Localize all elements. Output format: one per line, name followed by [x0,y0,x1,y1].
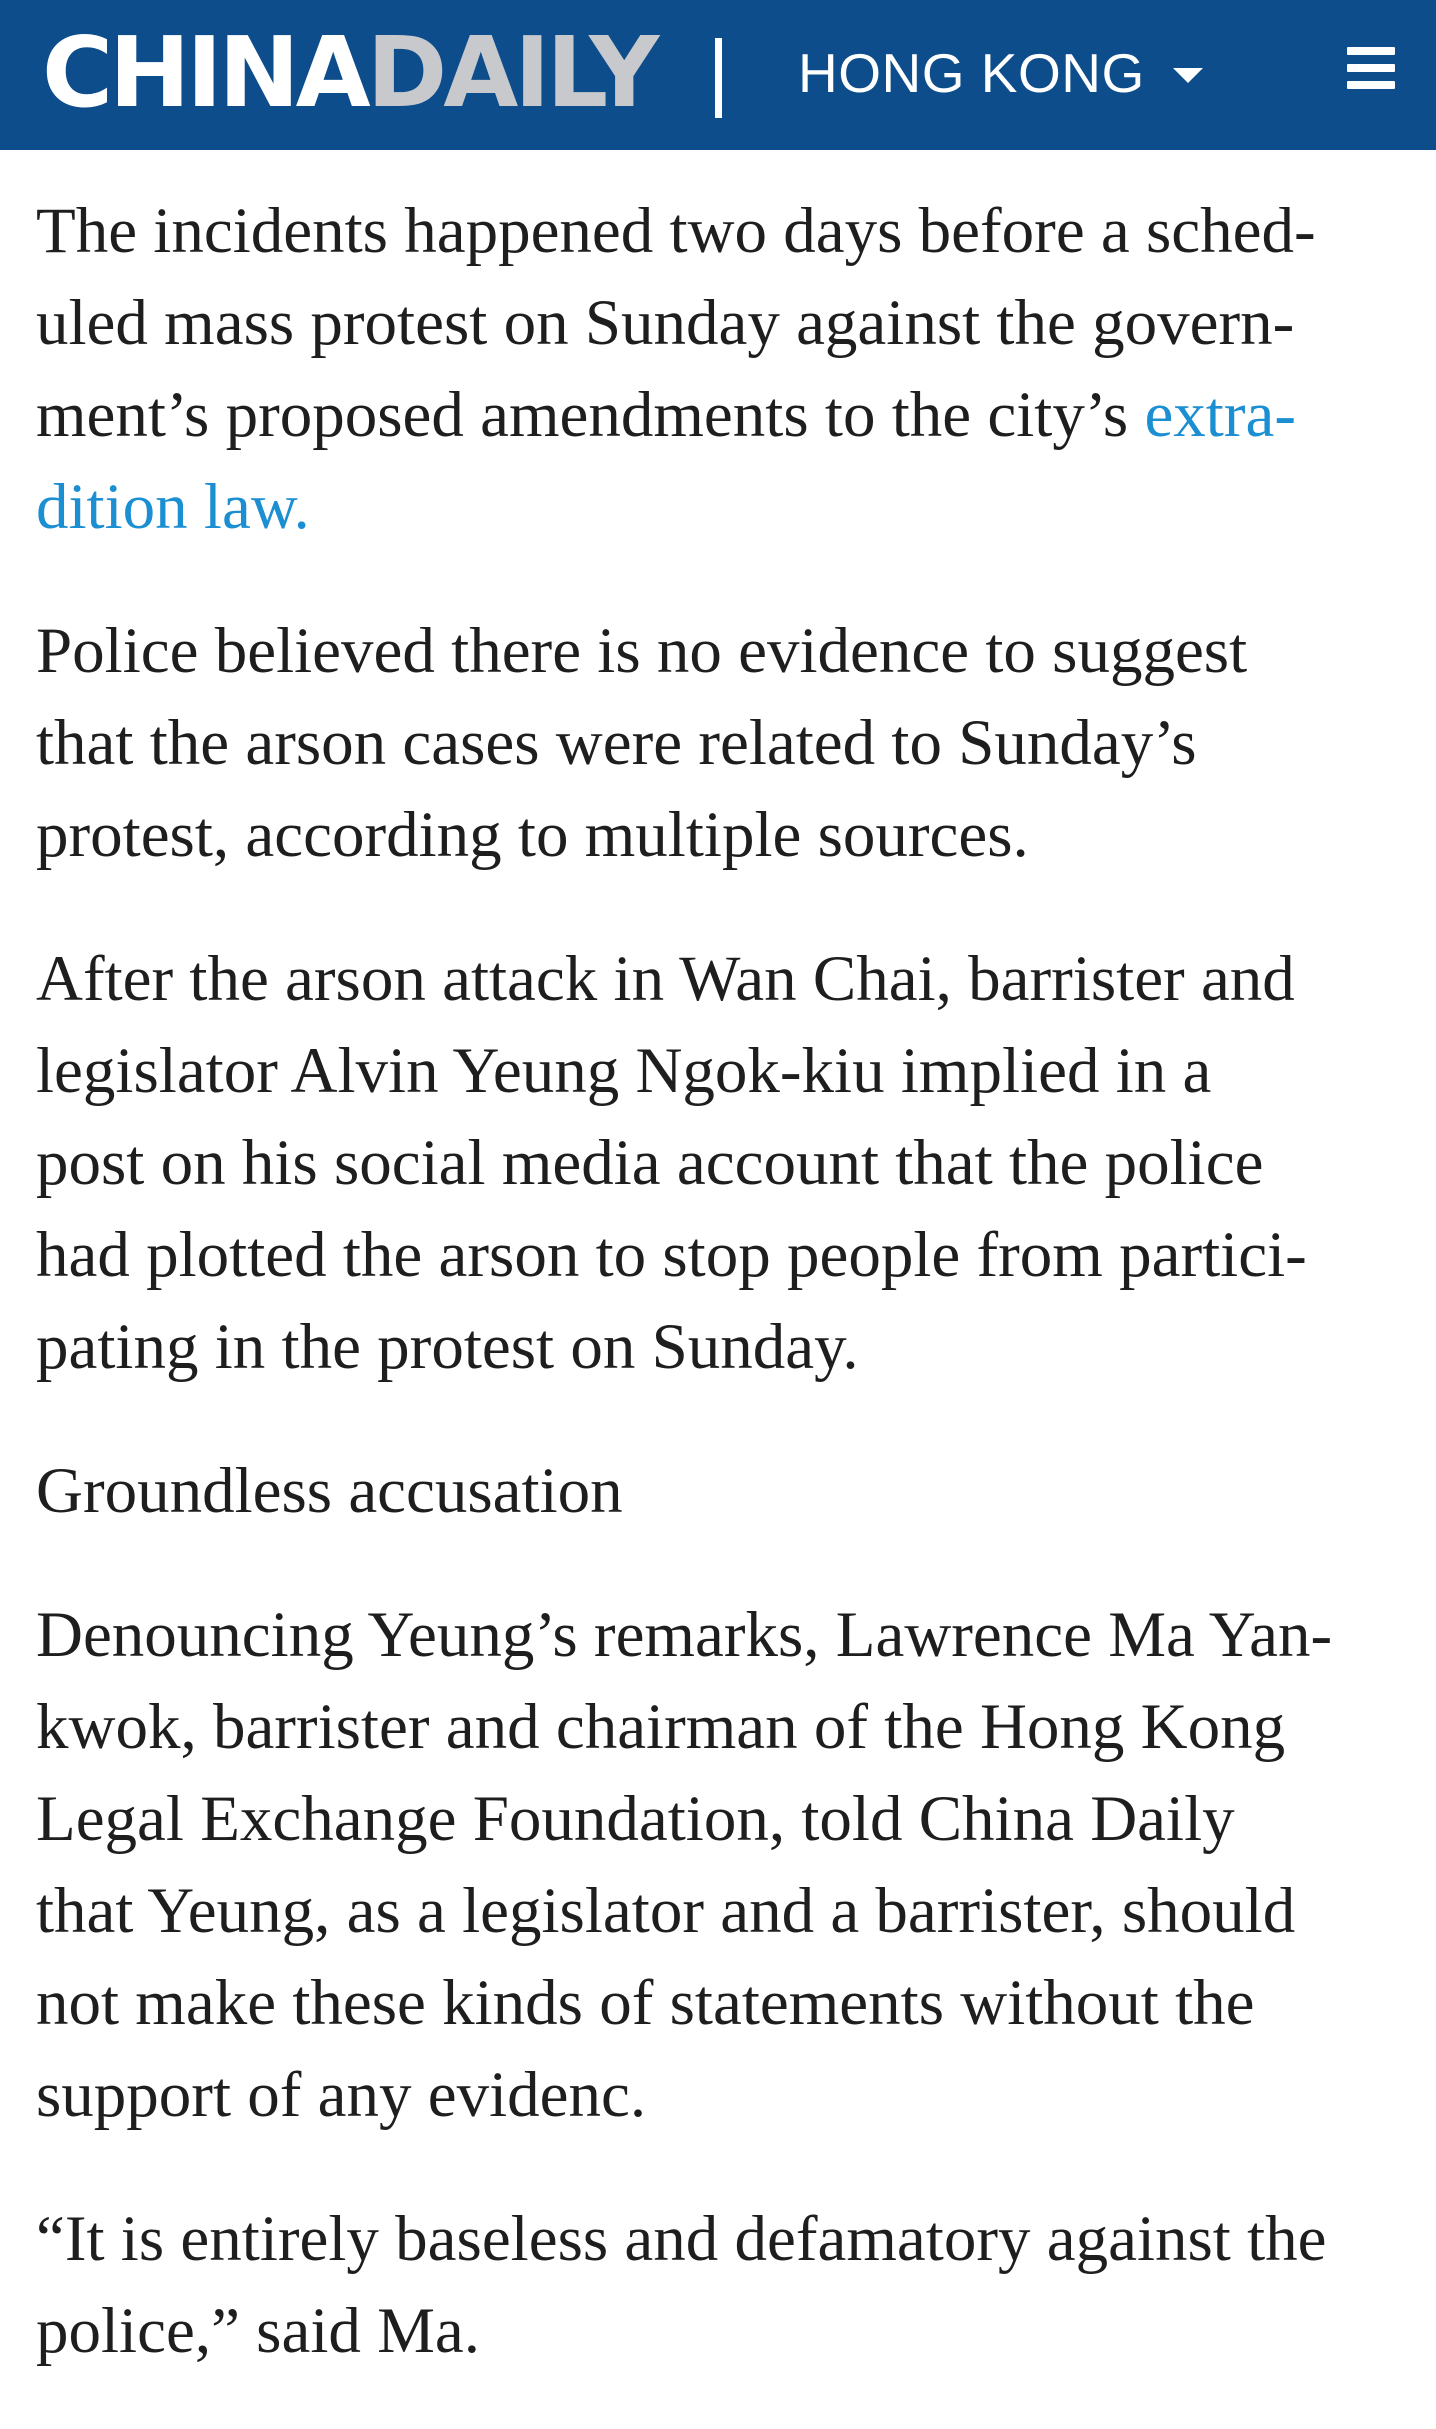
site-header [0,0,1436,150]
text-line: pating in the protest on Sunday. [36,1311,859,1383]
text-line: “It is entirely baseless and defamatory against the [36,2203,1327,2275]
menu-icon[interactable] [1347,47,1395,89]
region-label: HONG KONG [798,42,1145,104]
paragraph-2 [36,605,1406,881]
extradition-law-link[interactable]: extra- [1144,379,1296,451]
text-line: The incidents happened two days before a sched- [36,195,1316,267]
article-body [36,185,1406,2429]
text-line: that the arson cases were related to Sunday’s [36,707,1197,779]
text-line: uled mass protest on Sunday against the govern- [36,287,1295,359]
paragraph-4 [36,1589,1406,2141]
text-line: support of any evidenc. [36,2059,647,2131]
text-line: Police believed there is no evidence to suggest [36,615,1248,687]
text-line: not make these kinds of statements without the [36,1967,1255,2039]
region-selector[interactable] [798,38,1203,108]
chevron-down-icon [1173,68,1203,83]
text-line: police,” said Ma. [36,2295,481,2367]
text-line: Denouncing Yeung’s remarks, Lawrence Ma Yan- [36,1599,1333,1671]
china-daily-logo[interactable] [42,18,655,128]
header-divider [715,38,722,118]
text-line: post on his social media account that the police [36,1127,1264,1199]
text-line: Legal Exchange Foundation, told China Daily [36,1783,1235,1855]
text-line: had plotted the arson to stop people from partici- [36,1219,1307,1291]
text-line: ment’s proposed amendments to the city’s [36,379,1145,451]
subheading: Groundless accusation [36,1455,623,1527]
extradition-law-link[interactable]: dition law. [36,471,310,543]
text-line: that Yeung, as a legislator and a barrister, should [36,1875,1296,1947]
text-line: kwok, barrister and chairman of the Hong Kong [36,1691,1286,1763]
text-line: After the arson attack in Wan Chai, barrister and [36,943,1295,1015]
text-line: legislator Alvin Yeung Ngok-kiu implied in a [36,1035,1212,1107]
paragraph-1 [36,185,1406,553]
logo-text-daily: DAILY [366,16,656,129]
logo-text-china: CHINA [42,16,367,129]
text-line: protest, according to multiple sources. [36,799,1029,871]
paragraph-3 [36,933,1406,1393]
paragraph-5 [36,2193,1406,2377]
